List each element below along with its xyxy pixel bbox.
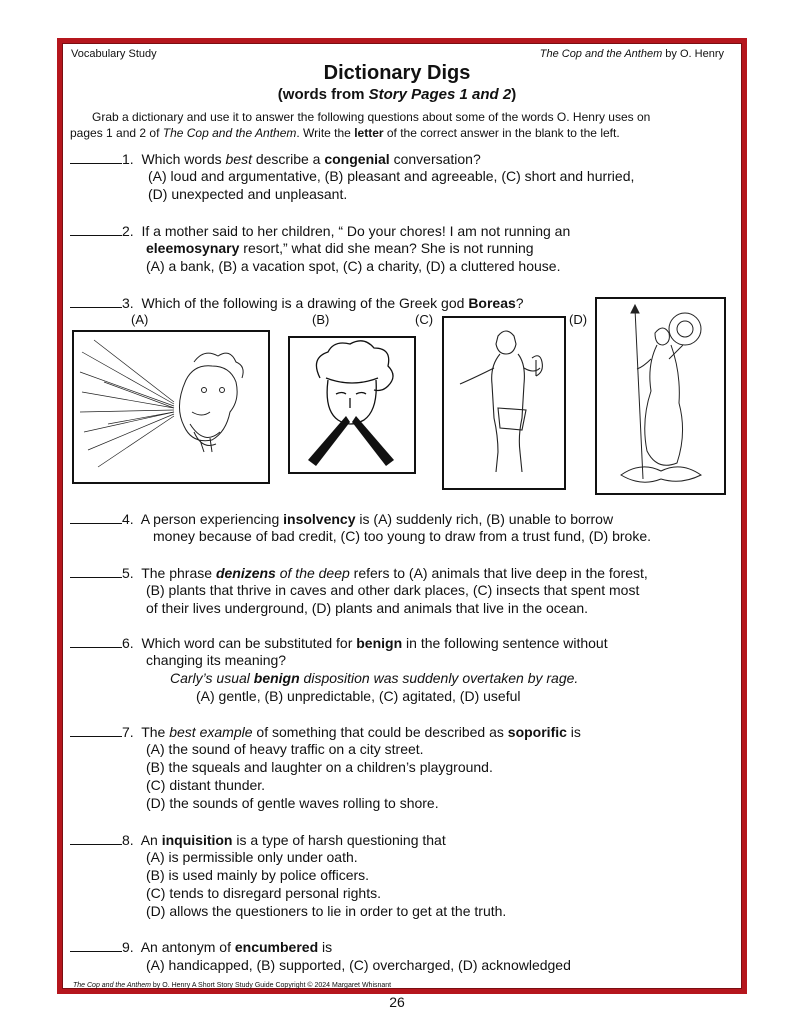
question-3 (70, 293, 524, 312)
q2-vocab-word: eleemosynary (146, 240, 240, 256)
q5-vocab-word: denizens (215, 565, 276, 581)
picture-d-warrior-goddess (595, 297, 726, 495)
footer-rest: by O. Henry A Short Story Study Guide Copyright © 2024 Margaret Whisnant (150, 982, 392, 989)
q7-num: 7. (122, 724, 134, 740)
footer-copyright (73, 982, 391, 989)
page-number: 26 (389, 994, 405, 1010)
q5-line2: (B) plants that thrive in caves and other dark places, (C) insects that spent most (146, 582, 640, 598)
q5-text-b: refers to (A) animals that live deep in the forest, (349, 565, 648, 581)
question-8 (70, 830, 446, 849)
page-title: Dictionary Digs (323, 62, 471, 84)
instructions-line2 (70, 125, 725, 141)
instructions (70, 109, 725, 141)
intro-mid: . Write the (296, 126, 355, 140)
q6-sentence-word: benign (253, 670, 300, 686)
q2-num: 2. (122, 223, 134, 239)
q3-num: 3. (122, 295, 134, 311)
q2-line2-text: resort,” what did she mean? She is not running (239, 240, 534, 256)
q1-options-line2: (D) unexpected and unpleasant. (148, 186, 348, 202)
intro-pre: pages 1 and 2 of (70, 126, 163, 140)
q8-vocab-word: inquisition (161, 832, 233, 848)
header-left: Vocabulary Study (71, 48, 157, 60)
q1-text-a: Which words (141, 151, 226, 167)
answer-blank-9[interactable] (70, 937, 122, 952)
intro-em: The Cop and the Anthem (162, 126, 297, 140)
instructions-line1: Grab a dictionary and use it to answer the following questions about some of the words O. Henry uses on (92, 110, 651, 124)
question-6 (70, 633, 608, 652)
answer-blank-4[interactable] (70, 509, 122, 524)
q5-line3: of their lives underground, (D) plants and animals that live in the ocean. (146, 600, 589, 616)
intro-post: of the correct answer in the blank to the left. (383, 126, 620, 140)
q1-vocab-word: congenial (324, 151, 390, 167)
q4-text-a: A person experiencing (140, 511, 284, 527)
q4-line2: money because of bad credit, (C) too young to draw from a trust fund, (D) broke. (153, 528, 652, 544)
q7-option-a: (A) the sound of heavy traffic on a city street. (146, 741, 424, 757)
q7-text-b: of something that could be described as (252, 724, 508, 740)
q7-option-b: (B) the squeals and laughter on a children’s playground. (146, 759, 493, 775)
wind-face-drawing (74, 332, 268, 482)
question-2 (70, 221, 570, 240)
q2-line2 (146, 239, 534, 257)
subtitle-pre: (words from (277, 86, 369, 103)
answer-blank-8[interactable] (70, 830, 122, 845)
q1-options-line1: (A) loud and argumentative, (B) pleasant and agreeable, (C) short and hurried, (148, 168, 635, 184)
picture-b-horn-player (288, 336, 416, 474)
q3-text: Which of the following is a drawing of the Greek god (141, 295, 469, 311)
q8-option-a: (A) is permissible only under oath. (146, 849, 358, 865)
page-subtitle (0, 86, 794, 103)
header-book-title: The Cop and the Anthem (539, 48, 663, 60)
q7-text-a: The (141, 724, 170, 740)
q4-num: 4. (122, 511, 134, 527)
q8-option-d: (D) allows the questioners to lie in order to get at the truth. (146, 903, 507, 919)
header-author: by O. Henry (662, 48, 724, 60)
q9-text-b: is (318, 939, 333, 955)
picture-label-a: (A) (131, 312, 149, 327)
q8-option-c: (C) tends to disregard personal rights. (146, 885, 381, 901)
answer-blank-5[interactable] (70, 563, 122, 578)
picture-a-wind-face (72, 330, 270, 484)
q5-num: 5. (122, 565, 134, 581)
q1-text-em: best (225, 151, 252, 167)
answer-blank-1[interactable] (70, 149, 122, 164)
q6-sentence-a: Carly’s usual (170, 670, 254, 686)
q9-options: (A) handicapped, (B) supported, (C) overcharged, (D) acknowledged (146, 957, 571, 973)
q8-text-b: is a type of harsh questioning that (232, 832, 446, 848)
q6-sentence-b: disposition was suddenly overtaken by rage. (299, 670, 579, 686)
q6-num: 6. (122, 635, 134, 651)
question-5 (70, 563, 648, 582)
picture-c-greek-god (442, 316, 566, 490)
q3-vocab-word: Boreas (468, 295, 516, 311)
q8-option-b: (B) is used mainly by police officers. (146, 867, 370, 883)
q6-text-b: in the following sentence without (402, 635, 608, 651)
q6-text-a: Which word can be substituted for (141, 635, 357, 651)
greek-god-drawing (444, 318, 564, 488)
q9-text-a: An antonym of (140, 939, 235, 955)
answer-blank-6[interactable] (70, 633, 122, 648)
q2-line1: If a mother said to her children, “ Do your chores! I am not running an (141, 223, 571, 239)
question-7 (70, 722, 581, 741)
q8-text-a: An (140, 832, 162, 848)
question-4 (70, 509, 613, 528)
header-right (540, 48, 724, 60)
q9-num: 9. (122, 939, 134, 955)
answer-blank-7[interactable] (70, 722, 122, 737)
q1-num: 1. (122, 151, 134, 167)
q6-options: (A) gentle, (B) unpredictable, (C) agitated, (D) useful (196, 688, 521, 704)
q7-text-c: is (566, 724, 581, 740)
q5-text-a: The phrase (141, 565, 216, 581)
q7-text-em: best example (169, 724, 253, 740)
picture-label-b: (B) (312, 312, 330, 327)
q4-text-b: is (A) suddenly rich, (B) unable to borrow (355, 511, 614, 527)
q7-option-d: (D) the sounds of gentle waves rolling to shore. (146, 795, 439, 811)
subtitle-em: Story Pages 1 and 2 (368, 86, 512, 103)
q6-line2: changing its meaning? (146, 652, 287, 668)
answer-blank-3[interactable] (70, 293, 122, 308)
q3-qmark: ? (515, 295, 524, 311)
picture-label-d: (D) (569, 312, 588, 327)
horn-player-drawing (290, 338, 414, 472)
q6-vocab-word: benign (356, 635, 403, 651)
q1-text-e: conversation? (389, 151, 481, 167)
q9-vocab-word: encumbered (234, 939, 319, 955)
answer-blank-2[interactable] (70, 221, 122, 236)
picture-label-c: (C) (415, 312, 434, 327)
warrior-goddess-drawing (597, 299, 724, 493)
q5-phrase-rest: of the deep (275, 565, 350, 581)
q1-text-c: describe a (251, 151, 325, 167)
q2-options: (A) a bank, (B) a vacation spot, (C) a charity, (D) a cluttered house. (146, 258, 561, 274)
question-1 (70, 149, 481, 168)
q6-example-sentence (170, 669, 578, 687)
q7-option-c: (C) distant thunder. (146, 777, 266, 793)
q7-vocab-word: soporific (507, 724, 567, 740)
footer-title: The Cop and the Anthem (73, 982, 151, 989)
subtitle-post: ) (511, 86, 517, 103)
question-9 (70, 937, 332, 956)
q4-vocab-word: insolvency (283, 511, 356, 527)
intro-bold: letter (354, 126, 384, 140)
q8-num: 8. (122, 832, 134, 848)
